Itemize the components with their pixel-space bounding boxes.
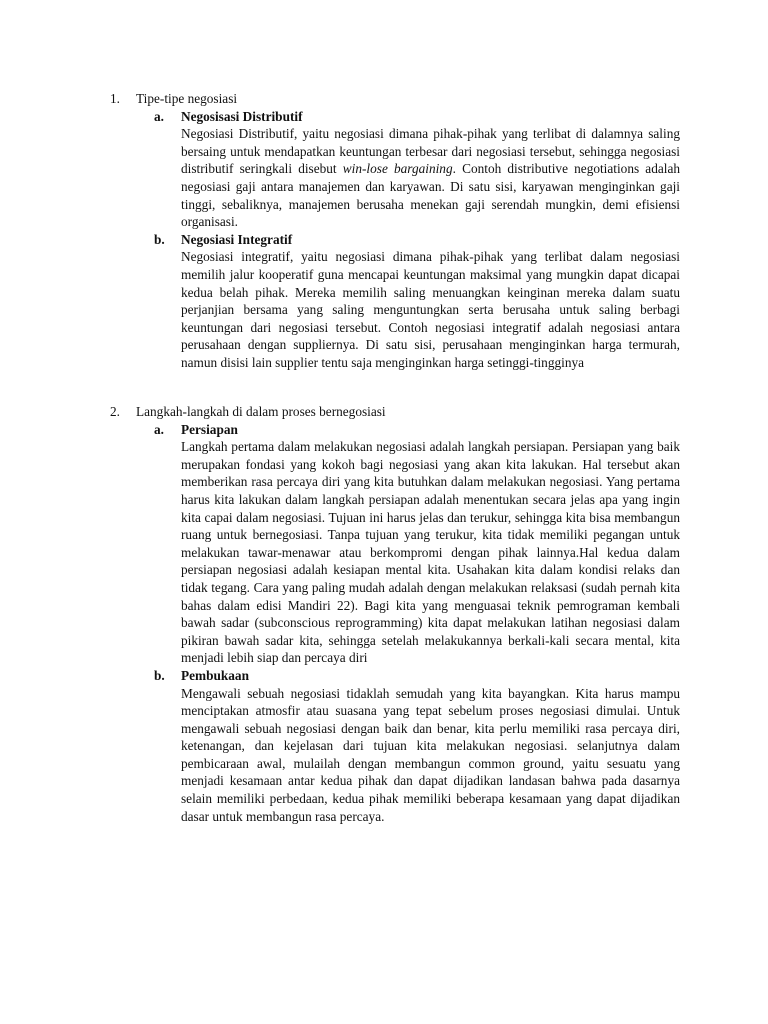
subsection-paragraph: Langkah pertama dalam melakukan negosiasi adalah langkah persiapan. Persiapan yang baik merupakan fondasi yang kokoh bagi negosiasi yang akan kita lakukan. Hal tersebut akan memberikan rasa percaya diri yang kita butuhkan dalam melakukan negosiasi. Yang pertama harus kita lakukan dalam langkah persiapan adalah menentukan secara jelas apa yang ingin kita capai dalam negosiasi. Tujuan ini harus jelas dan terukur, sehingga kita bisa membangun ruang untuk bernegosiasi. Tanpa tujuan yang terukur, kita tidak memiliki pegangan untuk melakukan tawar-menawar atau berkompromi dengan pihak lainnya.Hal kedua dalam persiapan negosiasi adalah kesiapan mental kita. Usahakan kita dalam kondisi relaks dan tidak tegang. Cara yang paling mudah adalah dengan melakukan relaksasi (sudah pernah kita bahas dalam edisi Mandiri 22). Bagi kita yang menguasai teknik pemrograman kembali bawah sadar (subconscious reprogramming) kita dapat melakukan latihan negosiasi dalam pikiran bawah sadar kita, sehingga setelah melakukannya berkali-kali secara mental, kita menjadi lebih siap dan percaya diri: [181, 439, 680, 666]
subsection-letter: a.: [154, 108, 164, 124]
section-number: 2.: [110, 404, 120, 419]
subsection-paragraph: Negosiasi integratif, yaitu negosiasi dimana pihak-pihak yang terlibat dalam negosiasi memilih jalur kooperatif guna mencapai keuntungan maksimal yang mungkin dapat dicapai kedua belah pihak. Mereka memilih saling menuangkan keinginan mereka dalam suatu perjanjian bersama yang saling menguntungkan serta berusaha untuk saling berbagi keuntungan dari negosiasi tersebut. Contoh negosiasi integratif adalah negosiasi antara perusahaan dengan suppliernya. Di satu sisi, perusahaan menginginkan harga termurah, namun disisi lain supplier tentu saja menginginkan harga setinggi-tingginya: [181, 249, 680, 370]
subsection-title: Negosiasi Integratif: [181, 231, 293, 247]
section-heading: [110, 90, 680, 108]
subsection-title: Negosisasi Distributif: [181, 108, 303, 124]
subsection-paragraph: Mengawali sebuah negosiasi tidaklah semudah yang kita bayangkan. Kita harus mampu menciptakan atmosfir atau suasana yang tepat sebelum proses negosiasi dimulai. Untuk mengawali sebuah negosiasi dengan baik dan benar, kita perlu memiliki rasa percaya diri, ketenangan, dan kejelasan dari tujuan kita melakukan negosiasi. selanjutnya dalam pembicaraan awal, mulailah dengan membangun common ground, yaitu sesuatu yang menjadi kesamaan antar kedua pihak dan dapat dijadikan landasan bahwa pada dasarnya selain memiliki perbedaan, kedua pihak memiliki beberapa kesamaan yang dapat dijadikan dasar untuk membangun rasa percaya.: [181, 685, 680, 824]
subsection-pembukaan: [154, 667, 680, 825]
section-tipe-negosiasi: [110, 90, 680, 372]
subsection-letter: b.: [154, 667, 165, 683]
subsection-heading: [154, 421, 680, 439]
subsection-heading: [154, 231, 680, 249]
section-langkah-negosiasi: [110, 403, 680, 825]
subsection-title: Pembukaan: [181, 667, 249, 683]
section-title: Langkah-langkah di dalam proses bernegosiasi: [136, 404, 386, 419]
subsection-distributif: [154, 108, 680, 231]
subsection-title: Persiapan: [181, 421, 238, 437]
section-number: 1.: [110, 91, 120, 106]
section-heading: [110, 403, 680, 421]
section-title: Tipe-tipe negosiasi: [136, 91, 238, 106]
paragraph-text: Negosiasi Distributif, yaitu negosiasi dimana pihak-pihak yang terlibat di dalamnya saling bersaing untuk mendapatkan keuntungan terbesar dari negosiasi tersebut, sehingga negosiasi distributif seringkali disebut: [181, 126, 680, 177]
subsection-paragraph: [181, 125, 680, 231]
paragraph-text-continued: . Contoh distributive negotiations adalah negosiasi gaji antara manajemen dan karyawan. Di satu sisi, karyawan menginginkan gaji tinggi, sebaliknya, manajemen berusaha menekan gaji serendah mungkin, demi efisiensi organisasi.: [181, 161, 680, 230]
subsection-heading: [154, 108, 680, 126]
subsection-persiapan: [154, 421, 680, 667]
subsection-heading: [154, 667, 680, 685]
italic-term: win-lose bargaining: [342, 161, 453, 177]
subsection-letter: a.: [154, 421, 164, 437]
subsection-letter: b.: [154, 231, 165, 247]
subsection-integratif: [154, 231, 680, 372]
